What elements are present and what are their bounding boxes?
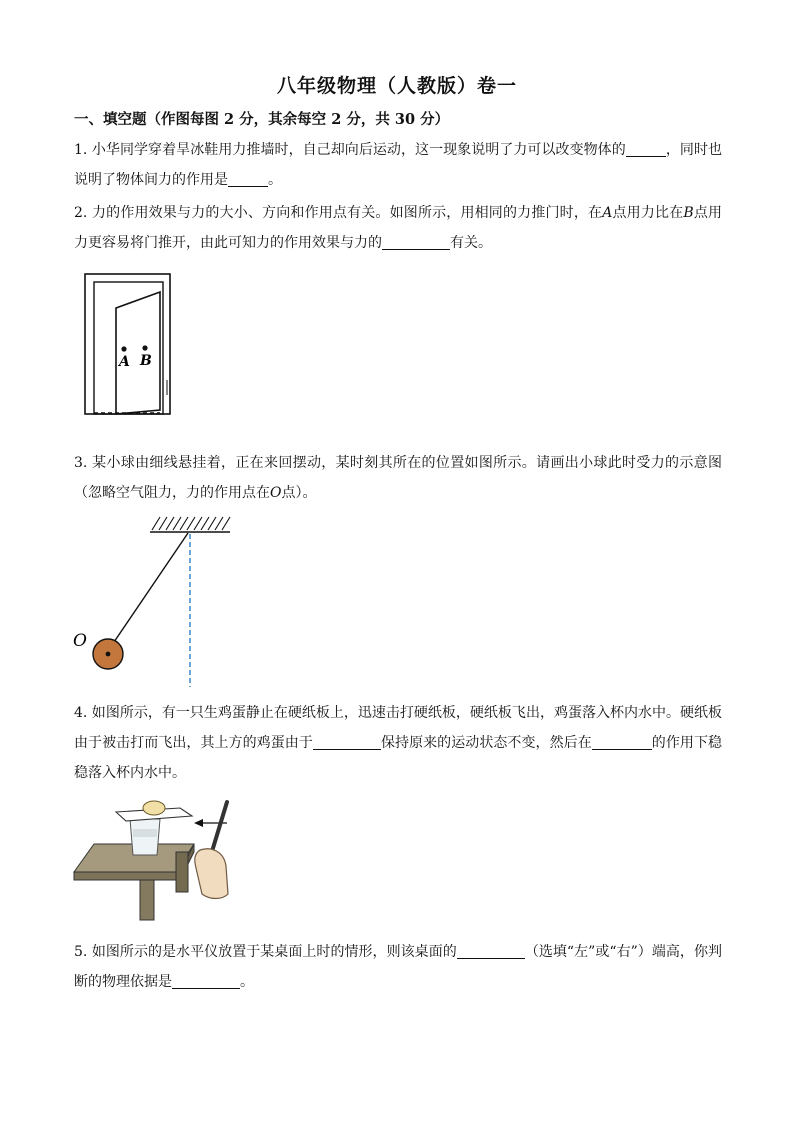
question-2-text-c: 点用力更容易将门推开，由此可知力的作用效果与力的 — [74, 205, 723, 251]
question-5 — [74, 937, 722, 997]
question-3-text-b: 点）。 — [281, 485, 317, 501]
question-2-text-a: 2. 力的作用效果与力的大小、方向和作用点有关。如图所示，用相同的力推门时，在 — [74, 205, 603, 221]
question-1-text-b: ，同时也说明了物体间力的作用是 — [74, 142, 723, 188]
ceiling-hatch — [152, 517, 230, 530]
pendulum-figure — [70, 512, 240, 690]
water-in-cup — [133, 829, 157, 837]
egg-experiment-figure — [72, 792, 240, 922]
answer-blank[interactable] — [228, 170, 268, 187]
question-4 — [74, 698, 722, 788]
question-4-text-c: 的作用下稳稳落入杯内水中。 — [74, 735, 723, 781]
point-b-dot — [142, 345, 147, 350]
question-2 — [74, 198, 722, 258]
question-1-text-c: 。 — [268, 172, 282, 188]
question-2-text-d: 有关。 — [450, 235, 492, 251]
answer-blank[interactable] — [172, 972, 240, 989]
point-b-label: B — [140, 353, 152, 369]
point-b-ref: B — [683, 205, 694, 221]
motion-arrow-head — [194, 819, 203, 827]
door-figure — [82, 270, 182, 420]
answer-blank[interactable] — [592, 733, 652, 750]
question-4-text-a: 4. 如图所示，有一只生鸡蛋静止在硬纸板上，迅速击打硬纸板，硬纸板飞出，鸡蛋落入杯内水中。硬纸板由于被击打而飞出，其上方的鸡蛋由于 — [74, 705, 722, 751]
question-3-text-a: 3. 某小球由细线悬挂着，正在来回摆动，某时刻其所在的位置如图所示。请画出小球此时受力的示意图（忽略空气阻力，力的作用点在 — [74, 455, 722, 501]
point-a-dot — [121, 346, 126, 351]
section-heading: 一、填空题（作图每图 2 分，其余每空 2 分，共 30 分） — [74, 111, 450, 128]
page-title: 八年级物理（人教版）卷一 — [276, 75, 517, 97]
hand — [195, 849, 228, 899]
question-4-text-b: 保持原来的运动状态不变，然后在 — [380, 735, 592, 751]
answer-blank[interactable] — [313, 733, 381, 750]
table-front-edge — [74, 872, 176, 880]
answer-blank[interactable] — [382, 233, 450, 250]
table-leg-front — [140, 880, 154, 920]
answer-blank[interactable] — [626, 140, 666, 157]
door-panel — [116, 292, 160, 414]
question-2-text-b: 点用力比在 — [612, 205, 684, 221]
egg — [143, 801, 165, 815]
question-5-text-c: 。 — [240, 974, 254, 990]
question-3 — [74, 448, 722, 508]
question-5-text-b: （选填“左”或“右”）端高，你判断的物理依据是 — [74, 944, 722, 990]
point-a-label: A — [119, 354, 130, 370]
point-o-label: O — [73, 631, 87, 651]
question-1 — [74, 135, 722, 195]
point-o-ref: O — [270, 485, 282, 501]
question-5-text-a: 5. 如图所示的是水平仪放置于某桌面上时的情形，则该桌面的 — [74, 944, 457, 960]
point-a-ref: A — [602, 205, 613, 221]
point-o-dot — [106, 652, 111, 657]
table-leg-back — [176, 852, 188, 892]
pendulum-string — [114, 533, 188, 642]
answer-blank[interactable] — [457, 942, 525, 959]
question-1-text-a: 1. 小华同学穿着旱冰鞋用力推墙时，自己却向后运动，这一现象说明了力可以改变物体的 — [74, 142, 626, 158]
